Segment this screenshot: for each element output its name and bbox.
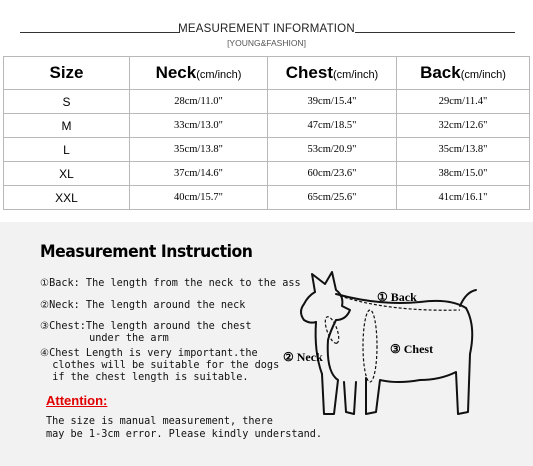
title-block — [0, 14, 533, 54]
cell-neck: 40cm/15.7" — [130, 186, 268, 210]
attention-note: The size is manual measurement, there may be 1-3cm error. Please kindly understand. — [46, 416, 323, 440]
col-header-back — [397, 57, 530, 90]
page-title: MEASUREMENT INFORMATION — [178, 23, 355, 35]
cell-back: 38cm/15.0" — [397, 162, 530, 186]
col-header-label: Chest — [285, 63, 333, 82]
size-table-header — [4, 57, 530, 90]
col-header-unit: (cm/inch) — [460, 69, 506, 81]
table-row — [4, 90, 530, 114]
col-header-chest — [268, 57, 397, 90]
size-table — [3, 56, 530, 210]
cell-back: 29cm/11.4" — [397, 90, 530, 114]
measurement-information-section — [0, 0, 533, 205]
diagram-label-chest: ③ Chest — [390, 342, 434, 356]
instruction-item-neck: ②Neck: The length around the neck — [40, 300, 246, 311]
diagram-label-back: ① Back — [377, 290, 417, 304]
cell-size: S — [4, 90, 130, 114]
cell-size: L — [4, 138, 130, 162]
col-header-unit: (cm/inch) — [196, 69, 242, 81]
col-header-size — [4, 57, 130, 90]
cell-chest: 47cm/18.5" — [268, 114, 397, 138]
measurement-instruction-section — [0, 222, 533, 466]
cell-chest: 65cm/25.6" — [268, 186, 397, 210]
diagram-label-neck: ② Neck — [283, 350, 323, 364]
col-header-neck — [130, 57, 268, 90]
attention-heading: Attention: — [46, 393, 108, 408]
instruction-title: Measurement Instruction — [40, 242, 253, 262]
cell-back: 35cm/13.8" — [397, 138, 530, 162]
cell-neck: 28cm/11.0" — [130, 90, 268, 114]
page-subtitle: [YOUNG&FASHION] — [227, 38, 306, 48]
cell-size: M — [4, 114, 130, 138]
cell-back: 32cm/12.6" — [397, 114, 530, 138]
cell-size: XXL — [4, 186, 130, 210]
col-header-label: Neck — [155, 63, 197, 82]
table-row — [4, 162, 530, 186]
cell-chest: 39cm/15.4" — [268, 90, 397, 114]
cell-chest: 53cm/20.9" — [268, 138, 397, 162]
cell-neck: 35cm/13.8" — [130, 138, 268, 162]
cell-chest: 60cm/23.6" — [268, 162, 397, 186]
instruction-item-chest-length: ④Chest Length is very important.the clothes will be suitable for the dogs if the chest length is suitable. — [40, 348, 280, 383]
col-header-label: Size — [49, 63, 84, 82]
instruction-item-back: ①Back: The length from the neck to the ass — [40, 278, 301, 289]
cell-neck: 33cm/13.0" — [130, 114, 268, 138]
table-row — [4, 138, 530, 162]
cell-size: XL — [4, 162, 130, 186]
cell-back: 41cm/16.1" — [397, 186, 530, 210]
table-row — [4, 186, 530, 210]
instruction-item-chest: ③Chest:The length around the chest under the arm — [40, 321, 252, 344]
col-header-label: Back — [420, 63, 461, 82]
col-header-unit: (cm/inch) — [333, 69, 379, 81]
cell-neck: 37cm/14.6" — [130, 162, 268, 186]
table-row — [4, 114, 530, 138]
